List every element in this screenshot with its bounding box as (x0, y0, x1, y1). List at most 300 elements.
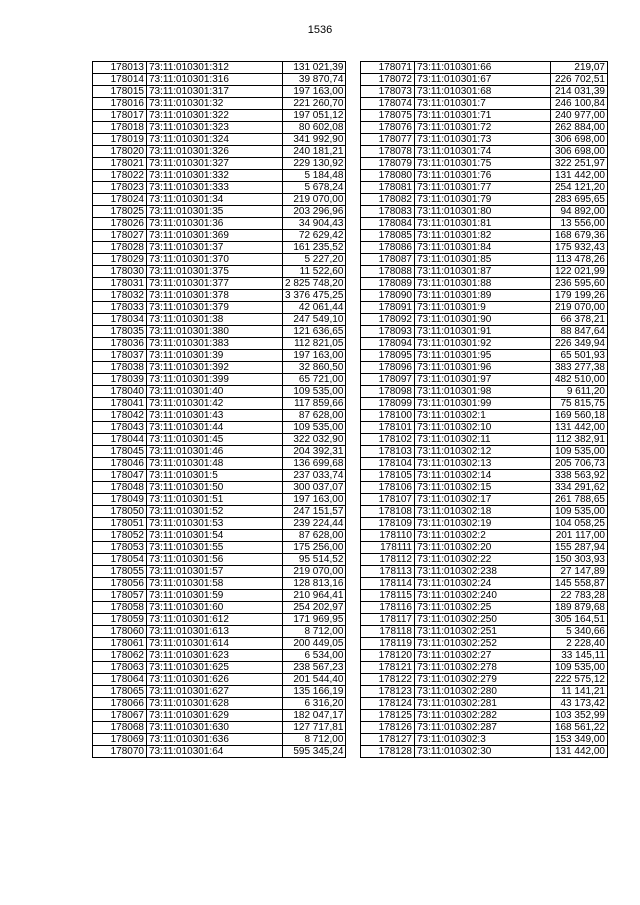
row-number-cell: 178115 (361, 590, 415, 602)
cadastral-number-cell: 73:11:010301:77 (415, 182, 551, 194)
row-number-cell: 178032 (93, 290, 147, 302)
table-row (93, 566, 346, 578)
value-cell: 221 260,70 (283, 98, 346, 110)
cadastral-number-cell: 73:11:010301:71 (415, 110, 551, 122)
value-cell: 94 892,00 (551, 206, 608, 218)
value-cell: 210 964,41 (283, 590, 346, 602)
row-number-cell: 178069 (93, 734, 147, 746)
row-number-cell: 178096 (361, 362, 415, 374)
value-cell: 2 825 748,20 (283, 278, 346, 290)
cadastral-number-cell: 73:11:010301:85 (415, 254, 551, 266)
table-row (361, 698, 608, 710)
table-row (361, 158, 608, 170)
table-row (361, 338, 608, 350)
table-row (93, 338, 346, 350)
value-cell: 261 788,65 (551, 494, 608, 506)
table-row (93, 74, 346, 86)
row-number-cell: 178080 (361, 170, 415, 182)
value-cell: 334 291,62 (551, 482, 608, 494)
value-cell: 214 031,39 (551, 86, 608, 98)
cadastral-number-cell: 73:11:010301:75 (415, 158, 551, 170)
cadastral-number-cell: 73:11:010301:54 (147, 530, 283, 542)
cadastral-number-cell: 73:11:010301:312 (147, 62, 283, 74)
value-cell: 219 070,00 (551, 302, 608, 314)
value-cell: 201 117,00 (551, 530, 608, 542)
table-row (361, 458, 608, 470)
cadastral-number-cell: 73:11:010301:82 (415, 230, 551, 242)
cadastral-number-cell: 73:11:010301:80 (415, 206, 551, 218)
table-row (93, 398, 346, 410)
value-cell: 254 202,97 (283, 602, 346, 614)
cadastral-number-cell: 73:11:010301:326 (147, 146, 283, 158)
cadastral-number-cell: 73:11:010302:15 (415, 482, 551, 494)
row-number-cell: 178016 (93, 98, 147, 110)
row-number-cell: 178068 (93, 722, 147, 734)
value-cell: 39 870,74 (283, 74, 346, 86)
cadastral-number-cell: 73:11:010301:55 (147, 542, 283, 554)
value-cell: 95 514,52 (283, 554, 346, 566)
value-cell: 34 904,43 (283, 218, 346, 230)
registry-table-left (92, 61, 346, 758)
table-row (361, 566, 608, 578)
table-row (93, 746, 346, 758)
cadastral-number-cell: 73:11:010301:392 (147, 362, 283, 374)
value-cell: 109 535,00 (551, 662, 608, 674)
row-number-cell: 178042 (93, 410, 147, 422)
value-cell: 189 879,68 (551, 602, 608, 614)
table-row (93, 290, 346, 302)
cadastral-number-cell: 73:11:010301:629 (147, 710, 283, 722)
registry-table-right (360, 61, 608, 758)
value-cell: 200 449,05 (283, 638, 346, 650)
cadastral-number-cell: 73:11:010301:332 (147, 170, 283, 182)
cadastral-number-cell: 73:11:010301:73 (415, 134, 551, 146)
cadastral-number-cell: 73:11:010302:13 (415, 458, 551, 470)
row-number-cell: 178088 (361, 266, 415, 278)
row-number-cell: 178085 (361, 230, 415, 242)
cadastral-number-cell: 73:11:010302:279 (415, 674, 551, 686)
table-row (93, 626, 346, 638)
value-cell: 175 932,43 (551, 242, 608, 254)
value-cell: 150 303,93 (551, 554, 608, 566)
cadastral-number-cell: 73:11:010301:76 (415, 170, 551, 182)
table-row (361, 590, 608, 602)
row-number-cell: 178057 (93, 590, 147, 602)
cadastral-number-cell: 73:11:010301:89 (415, 290, 551, 302)
table-row (361, 626, 608, 638)
row-number-cell: 178075 (361, 110, 415, 122)
cadastral-number-cell: 73:11:010301:626 (147, 674, 283, 686)
row-number-cell: 178017 (93, 110, 147, 122)
value-cell: 87 628,00 (283, 410, 346, 422)
cadastral-number-cell: 73:11:010302:18 (415, 506, 551, 518)
value-cell: 306 698,00 (551, 146, 608, 158)
table-row (93, 662, 346, 674)
table-row (93, 122, 346, 134)
value-cell: 179 199,26 (551, 290, 608, 302)
value-cell: 247 151,57 (283, 506, 346, 518)
value-cell: 65 501,93 (551, 350, 608, 362)
cadastral-number-cell: 73:11:010301:48 (147, 458, 283, 470)
table-row (93, 494, 346, 506)
cadastral-number-cell: 73:11:010301:379 (147, 302, 283, 314)
row-number-cell: 178051 (93, 518, 147, 530)
table-row (93, 110, 346, 122)
value-cell: 341 992,90 (283, 134, 346, 146)
table-row (361, 662, 608, 674)
table-row (93, 182, 346, 194)
value-cell: 5 227,20 (283, 254, 346, 266)
cadastral-number-cell: 73:11:010302:19 (415, 518, 551, 530)
value-cell: 127 717,81 (283, 722, 346, 734)
table-row (361, 722, 608, 734)
value-cell: 6 316,20 (283, 698, 346, 710)
row-number-cell: 178097 (361, 374, 415, 386)
cadastral-number-cell: 73:11:010301:92 (415, 338, 551, 350)
table-row (93, 698, 346, 710)
value-cell: 262 884,00 (551, 122, 608, 134)
table-row (361, 230, 608, 242)
table-row (93, 590, 346, 602)
value-cell: 322 251,97 (551, 158, 608, 170)
table-row (361, 362, 608, 374)
row-number-cell: 178022 (93, 170, 147, 182)
row-number-cell: 178026 (93, 218, 147, 230)
table-row (93, 422, 346, 434)
value-cell: 383 277,38 (551, 362, 608, 374)
value-cell: 11 141,21 (551, 686, 608, 698)
row-number-cell: 178114 (361, 578, 415, 590)
row-number-cell: 178102 (361, 434, 415, 446)
row-number-cell: 178047 (93, 470, 147, 482)
cadastral-number-cell: 73:11:010301:378 (147, 290, 283, 302)
value-cell: 11 522,60 (283, 266, 346, 278)
row-number-cell: 178015 (93, 86, 147, 98)
cadastral-number-cell: 73:11:010301:38 (147, 314, 283, 326)
cadastral-number-cell: 73:11:010301:72 (415, 122, 551, 134)
cadastral-number-cell: 73:11:010301:79 (415, 194, 551, 206)
cadastral-number-cell: 73:11:010301:327 (147, 158, 283, 170)
cadastral-number-cell: 73:11:010301:74 (415, 146, 551, 158)
value-cell: 9 611,20 (551, 386, 608, 398)
row-number-cell: 178067 (93, 710, 147, 722)
cadastral-number-cell: 73:11:010301:84 (415, 242, 551, 254)
row-number-cell: 178037 (93, 350, 147, 362)
value-cell: 109 535,00 (283, 386, 346, 398)
row-number-cell: 178128 (361, 746, 415, 758)
table-row (361, 170, 608, 182)
cadastral-number-cell: 73:11:010301:399 (147, 374, 283, 386)
table-row (361, 410, 608, 422)
value-cell: 145 558,87 (551, 578, 608, 590)
value-cell: 237 033,74 (283, 470, 346, 482)
row-number-cell: 178025 (93, 206, 147, 218)
value-cell: 103 352,99 (551, 710, 608, 722)
row-number-cell: 178014 (93, 74, 147, 86)
table-row (361, 422, 608, 434)
value-cell: 175 256,00 (283, 542, 346, 554)
row-number-cell: 178061 (93, 638, 147, 650)
value-cell: 153 349,00 (551, 734, 608, 746)
value-cell: 482 510,00 (551, 374, 608, 386)
value-cell: 219,07 (551, 62, 608, 74)
table-row (93, 482, 346, 494)
table-row (93, 218, 346, 230)
table-row (361, 710, 608, 722)
cadastral-number-cell: 73:11:010302:282 (415, 710, 551, 722)
cadastral-number-cell: 73:11:010301:95 (415, 350, 551, 362)
value-cell: 168 561,22 (551, 722, 608, 734)
row-number-cell: 178034 (93, 314, 147, 326)
table-row (93, 614, 346, 626)
table-row (361, 290, 608, 302)
cadastral-number-cell: 73:11:010301:58 (147, 578, 283, 590)
value-cell: 112 382,91 (551, 434, 608, 446)
cadastral-number-cell: 73:11:010301:51 (147, 494, 283, 506)
row-number-cell: 178107 (361, 494, 415, 506)
row-number-cell: 178029 (93, 254, 147, 266)
cadastral-number-cell: 73:11:010301:90 (415, 314, 551, 326)
row-number-cell: 178083 (361, 206, 415, 218)
table-row (361, 386, 608, 398)
table-row (93, 278, 346, 290)
cadastral-number-cell: 73:11:010302:281 (415, 698, 551, 710)
cadastral-number-cell: 73:11:010301:32 (147, 98, 283, 110)
value-cell: 306 698,00 (551, 134, 608, 146)
value-cell: 254 121,20 (551, 182, 608, 194)
value-cell: 201 544,40 (283, 674, 346, 686)
value-cell: 219 070,00 (283, 566, 346, 578)
cadastral-number-cell: 73:11:010301:383 (147, 338, 283, 350)
table-row (361, 86, 608, 98)
row-number-cell: 178053 (93, 542, 147, 554)
value-cell: 66 378,21 (551, 314, 608, 326)
table-row (361, 146, 608, 158)
table-row (93, 506, 346, 518)
row-number-cell: 178091 (361, 302, 415, 314)
row-number-cell: 178046 (93, 458, 147, 470)
cadastral-number-cell: 73:11:010301:37 (147, 242, 283, 254)
row-number-cell: 178123 (361, 686, 415, 698)
value-cell: 236 595,60 (551, 278, 608, 290)
value-cell: 222 575,12 (551, 674, 608, 686)
value-cell: 219 070,00 (283, 194, 346, 206)
cadastral-number-cell: 73:11:010301:7 (415, 98, 551, 110)
value-cell: 204 392,31 (283, 446, 346, 458)
cadastral-number-cell: 73:11:010301:87 (415, 266, 551, 278)
cadastral-number-cell: 73:11:010302:240 (415, 590, 551, 602)
value-cell: 27 147,89 (551, 566, 608, 578)
cadastral-number-cell: 73:11:010301:614 (147, 638, 283, 650)
row-number-cell: 178054 (93, 554, 147, 566)
value-cell: 300 037,07 (283, 482, 346, 494)
value-cell: 131 021,39 (283, 62, 346, 74)
cadastral-number-cell: 73:11:010301:630 (147, 722, 283, 734)
table-row (361, 326, 608, 338)
row-number-cell: 178030 (93, 266, 147, 278)
table-row (361, 218, 608, 230)
table-row (93, 674, 346, 686)
value-cell: 131 442,00 (551, 746, 608, 758)
cadastral-number-cell: 73:11:010301:369 (147, 230, 283, 242)
row-number-cell: 178021 (93, 158, 147, 170)
value-cell: 72 629,42 (283, 230, 346, 242)
table-row (361, 374, 608, 386)
row-number-cell: 178065 (93, 686, 147, 698)
value-cell: 42 061,44 (283, 302, 346, 314)
table-row (361, 194, 608, 206)
row-number-cell: 178082 (361, 194, 415, 206)
row-number-cell: 178071 (361, 62, 415, 74)
row-number-cell: 178036 (93, 338, 147, 350)
table-row (93, 458, 346, 470)
cadastral-number-cell: 73:11:010301:67 (415, 74, 551, 86)
value-cell: 109 535,00 (283, 422, 346, 434)
table-row (361, 110, 608, 122)
cadastral-number-cell: 73:11:010301:623 (147, 650, 283, 662)
cadastral-number-cell: 73:11:010301:40 (147, 386, 283, 398)
row-number-cell: 178038 (93, 362, 147, 374)
table-row (361, 530, 608, 542)
value-cell: 197 163,00 (283, 350, 346, 362)
cadastral-number-cell: 73:11:010301:99 (415, 398, 551, 410)
value-cell: 135 166,19 (283, 686, 346, 698)
cadastral-number-cell: 73:11:010301:636 (147, 734, 283, 746)
table-row (93, 650, 346, 662)
row-number-cell: 178121 (361, 662, 415, 674)
row-number-cell: 178072 (361, 74, 415, 86)
value-cell: 226 702,51 (551, 74, 608, 86)
cadastral-number-cell: 73:11:010301:627 (147, 686, 283, 698)
row-number-cell: 178119 (361, 638, 415, 650)
table-row (93, 266, 346, 278)
cadastral-number-cell: 73:11:010302:27 (415, 650, 551, 662)
table-row (93, 170, 346, 182)
row-number-cell: 178106 (361, 482, 415, 494)
row-number-cell: 178049 (93, 494, 147, 506)
row-number-cell: 178105 (361, 470, 415, 482)
row-number-cell: 178055 (93, 566, 147, 578)
table-row (361, 650, 608, 662)
table-row (361, 494, 608, 506)
cadastral-number-cell: 73:11:010302:24 (415, 578, 551, 590)
cadastral-number-cell: 73:11:010301:52 (147, 506, 283, 518)
value-cell: 226 349,94 (551, 338, 608, 350)
row-number-cell: 178113 (361, 566, 415, 578)
row-number-cell: 178048 (93, 482, 147, 494)
cadastral-number-cell: 73:11:010301:81 (415, 218, 551, 230)
row-number-cell: 178118 (361, 626, 415, 638)
row-number-cell: 178064 (93, 674, 147, 686)
table-row (93, 446, 346, 458)
table-row (93, 194, 346, 206)
row-number-cell: 178077 (361, 134, 415, 146)
value-cell: 32 860,50 (283, 362, 346, 374)
value-cell: 8 712,00 (283, 626, 346, 638)
value-cell: 338 563,92 (551, 470, 608, 482)
cadastral-number-cell: 73:11:010302:11 (415, 434, 551, 446)
value-cell: 122 021,99 (551, 266, 608, 278)
cadastral-number-cell: 73:11:010301:97 (415, 374, 551, 386)
value-cell: 5 340,66 (551, 626, 608, 638)
table-row (361, 482, 608, 494)
cadastral-number-cell: 73:11:010301:36 (147, 218, 283, 230)
value-cell: 283 695,65 (551, 194, 608, 206)
table-row (93, 542, 346, 554)
value-cell: 75 815,75 (551, 398, 608, 410)
value-cell: 3 376 475,25 (283, 290, 346, 302)
cadastral-number-cell: 73:11:010302:287 (415, 722, 551, 734)
cadastral-number-cell: 73:11:010302:22 (415, 554, 551, 566)
cadastral-number-cell: 73:11:010301:35 (147, 206, 283, 218)
table-row (361, 350, 608, 362)
table-row (361, 746, 608, 758)
table-row (93, 158, 346, 170)
table-row (361, 638, 608, 650)
row-number-cell: 178043 (93, 422, 147, 434)
value-cell: 109 535,00 (551, 446, 608, 458)
value-cell: 131 442,00 (551, 170, 608, 182)
row-number-cell: 178109 (361, 518, 415, 530)
row-number-cell: 178098 (361, 386, 415, 398)
row-number-cell: 178033 (93, 302, 147, 314)
row-number-cell: 178018 (93, 122, 147, 134)
cadastral-number-cell: 73:11:010301:45 (147, 434, 283, 446)
table-row (93, 98, 346, 110)
value-cell: 113 478,26 (551, 254, 608, 266)
table-row (361, 74, 608, 86)
cadastral-number-cell: 73:11:010302:280 (415, 686, 551, 698)
table-row (93, 578, 346, 590)
cadastral-number-cell: 73:11:010301:612 (147, 614, 283, 626)
cadastral-number-cell: 73:11:010301:333 (147, 182, 283, 194)
cadastral-number-cell: 73:11:010302:10 (415, 422, 551, 434)
table-row (361, 266, 608, 278)
table-row (361, 206, 608, 218)
row-number-cell: 178111 (361, 542, 415, 554)
value-cell: 5 678,24 (283, 182, 346, 194)
row-number-cell: 178052 (93, 530, 147, 542)
table-row (361, 542, 608, 554)
table-row (93, 86, 346, 98)
table-row (93, 602, 346, 614)
table-row (361, 242, 608, 254)
cadastral-number-cell: 73:11:010301:66 (415, 62, 551, 74)
row-number-cell: 178020 (93, 146, 147, 158)
cadastral-number-cell: 73:11:010301:91 (415, 326, 551, 338)
row-number-cell: 178023 (93, 182, 147, 194)
value-cell: 136 699,68 (283, 458, 346, 470)
table-row (93, 530, 346, 542)
row-number-cell: 178045 (93, 446, 147, 458)
value-cell: 238 567,23 (283, 662, 346, 674)
cadastral-number-cell: 73:11:010301:50 (147, 482, 283, 494)
row-number-cell: 178070 (93, 746, 147, 758)
row-number-cell: 178079 (361, 158, 415, 170)
table-row (93, 350, 346, 362)
value-cell: 240 181,21 (283, 146, 346, 158)
table-row (93, 638, 346, 650)
cadastral-number-cell: 73:11:010301:628 (147, 698, 283, 710)
table-row (93, 410, 346, 422)
row-number-cell: 178056 (93, 578, 147, 590)
row-number-cell: 178081 (361, 182, 415, 194)
cadastral-number-cell: 73:11:010301:370 (147, 254, 283, 266)
cadastral-number-cell: 73:11:010301:98 (415, 386, 551, 398)
row-number-cell: 178019 (93, 134, 147, 146)
row-number-cell: 178027 (93, 230, 147, 242)
value-cell: 171 969,95 (283, 614, 346, 626)
